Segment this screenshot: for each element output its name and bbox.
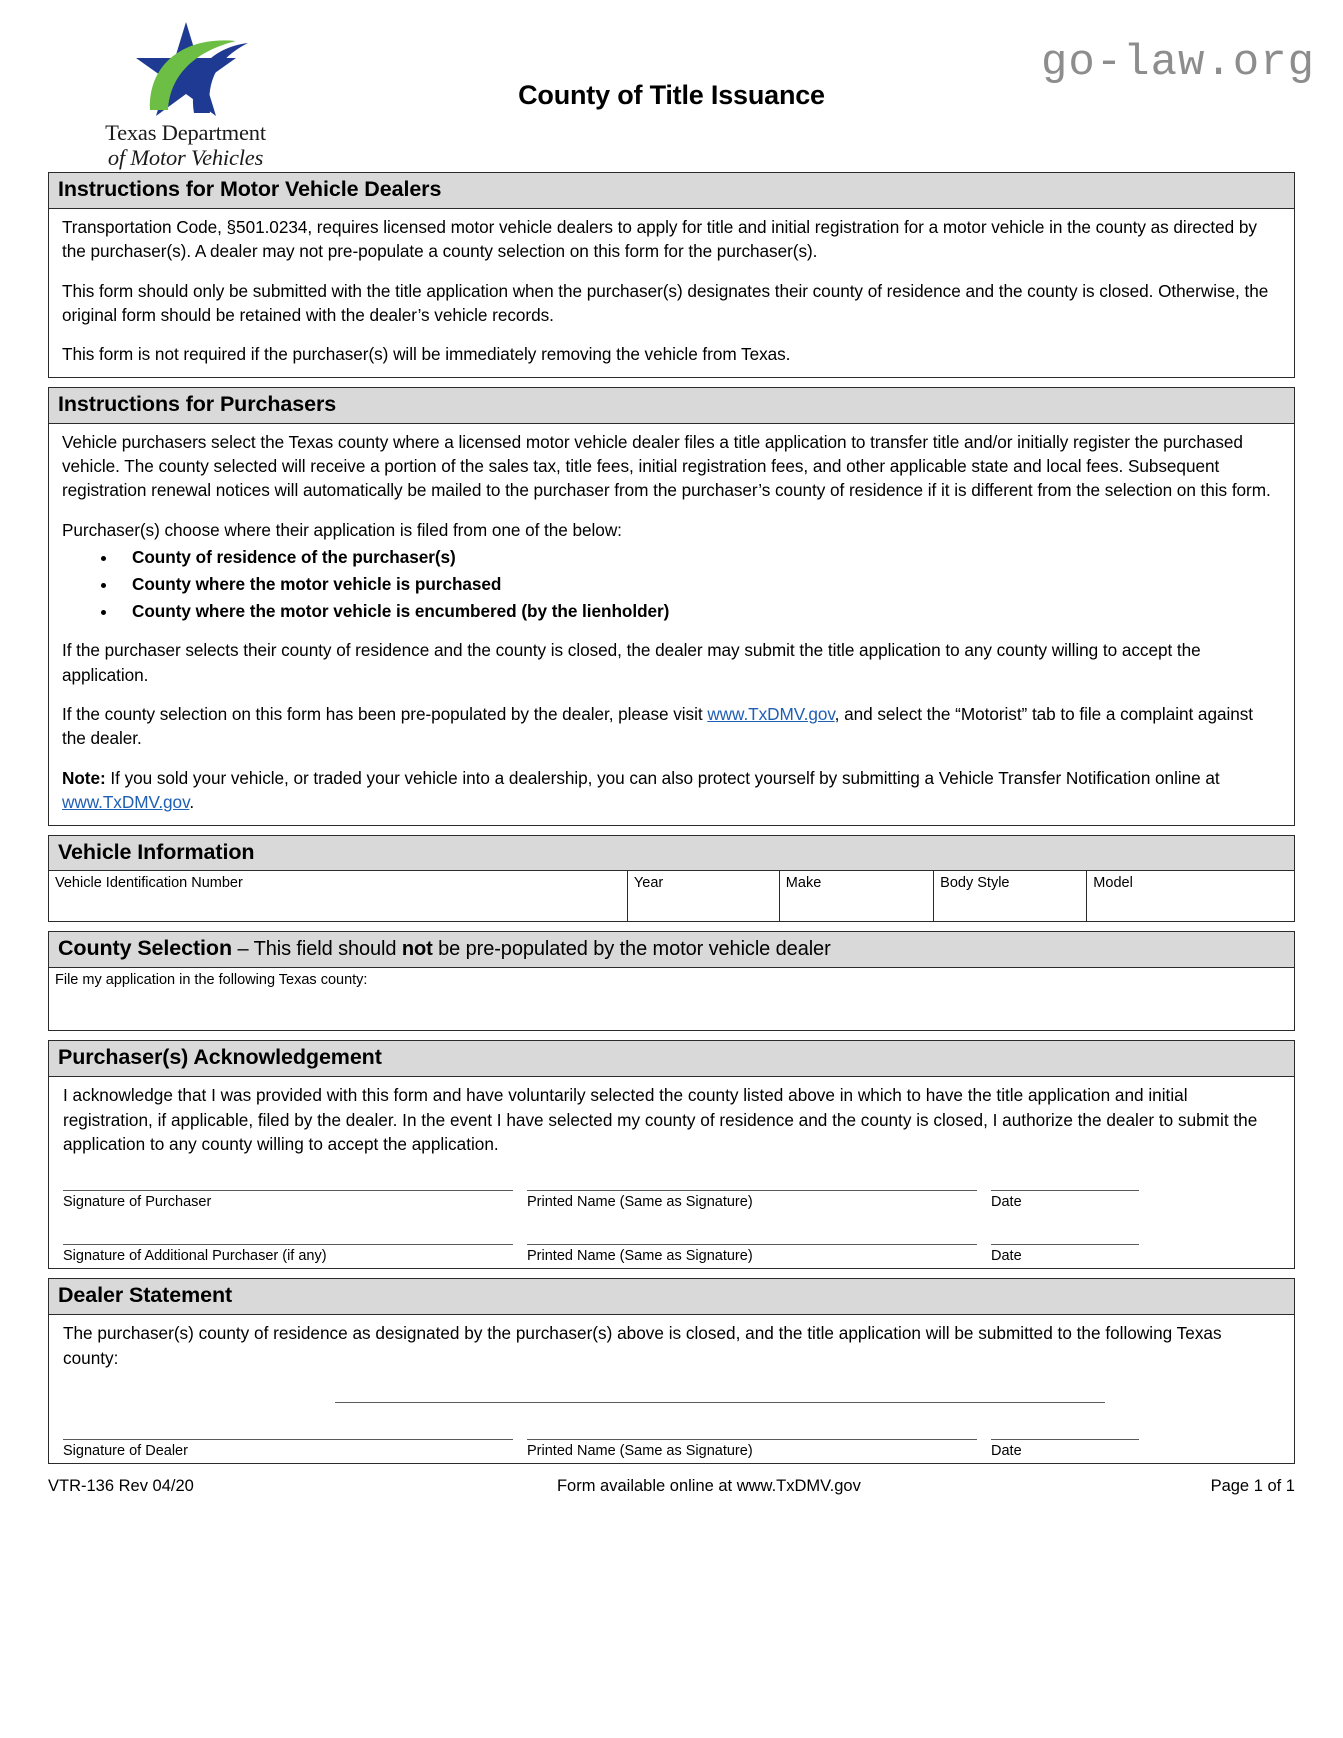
purchaser-instructions-body — [49, 424, 1294, 825]
model-label: Model — [1093, 875, 1133, 892]
list-item: • County of residence of the purchaser(s) — [118, 544, 1281, 571]
purchaser-instructions-paragraph-3: If the purchaser selects their county of residence and the county is closed, the dealer may submit the title application to any county willing to accept the application. — [62, 640, 1201, 685]
county-selection-heading-bold: County Selection — [58, 936, 233, 961]
year-label: Year — [633, 875, 664, 892]
dealer-statement-section — [48, 1278, 1295, 1464]
vehicle-information-heading: Vehicle Information — [49, 836, 1294, 872]
watermark: go-law.org — [1040, 38, 1315, 88]
body-style-cell[interactable] — [934, 871, 1087, 921]
additional-purchaser-printed-name-label: Printed Name (Same as Signature) — [527, 1248, 753, 1265]
purchaser-instructions-paragraph-2: Purchaser(s) choose where their application is filed from one of the below: — [62, 519, 622, 540]
year-cell[interactable] — [628, 871, 780, 921]
dealer-instructions-paragraph-2: This form should only be submitted with the title application when the purchaser(s) designates their county of residence and the county is closed. Otherwise, the original form should be retained with the dealer’s vehicle records. — [62, 280, 1269, 325]
acknowledgement-heading: Purchaser(s) Acknowledgement — [49, 1041, 1294, 1077]
county-selection-heading-not: not — [401, 938, 433, 961]
note-label: Note: — [62, 767, 106, 788]
additional-purchaser-date-field[interactable] — [991, 1244, 1139, 1264]
dealer-instructions-body — [49, 209, 1294, 377]
vin-cell[interactable] — [49, 871, 628, 921]
purchaser-choice-list — [62, 544, 1281, 624]
make-label: Make — [785, 875, 822, 892]
vehicle-information-section — [48, 835, 1295, 923]
dealer-county-input[interactable] — [335, 1372, 1105, 1403]
body-style-label: Body Style — [940, 875, 1010, 892]
complaint-text-after: , and select the “Motorist” tab to file a complaint against the dealer. — [62, 704, 1254, 749]
purchaser-instructions-note — [62, 766, 1281, 815]
table-row — [63, 1244, 1280, 1264]
dealer-signature-field[interactable] — [63, 1439, 513, 1459]
note-text-after: . — [189, 792, 195, 813]
dealer-statement-body — [49, 1315, 1294, 1405]
page-header — [0, 0, 1343, 172]
purchaser-signature-field[interactable] — [63, 1190, 513, 1210]
complaint-text-before: If the county selection on this form has been pre-populated by the dealer, please visit — [62, 704, 708, 725]
dealer-instructions-paragraph-1: Transportation Code, §501.0234, requires licensed motor vehicle dealers to apply for title and initial registration for a motor vehicle in the county as directed by the purchaser(s). A dealer may not pre-populate a county selection on this form for the purchaser(s). — [62, 216, 1257, 262]
acknowledgement-section — [48, 1040, 1295, 1269]
additional-purchaser-signature-label: Signature of Additional Purchaser (if any) — [63, 1248, 327, 1265]
purchaser-signature-label: Signature of Purchaser — [63, 1194, 212, 1211]
purchaser-instructions-paragraph-4 — [62, 702, 1281, 751]
dealer-signature-rows — [49, 1439, 1294, 1463]
county-selection-field[interactable] — [49, 968, 1294, 1030]
agency-name-line2: of Motor Vehicles — [107, 145, 264, 171]
purchaser-instructions-paragraph-1: Vehicle purchasers select the Texas county where a licensed motor vehicle dealer files a title application to transfer title and/or initially register the purchased vehicle. The county selected will receive a portion of the sales tax, title fees, initial registration fees, and other applicable state and local fees. Subsequent registration renewal notices will automatically be mailed to the purchaser from the purchaser’s county of residence if it is different from the selection on this form. — [62, 431, 1271, 501]
dealer-statement-text: The purchaser(s) county of residence as designated by the purchaser(s) above is closed, and the title application will be submitted to the following Texas county: — [63, 1323, 1222, 1368]
list-item: • County where the motor vehicle is encumbered (by the lienholder) — [118, 598, 1281, 625]
dealer-date-label: Date — [991, 1443, 1022, 1459]
table-row — [63, 1190, 1280, 1210]
acknowledgement-text: I acknowledge that I was provided with this form and have voluntarily selected the county listed above in which to have the title application and initial registration, if applicable, filed by the dealer. In the event I have selected my county of residence and the county is closed, I authorize the dealer to submit the application to any county willing to accept the application. — [63, 1085, 1258, 1155]
additional-purchaser-date-label: Date — [991, 1248, 1022, 1265]
county-selection-heading-rest-1: – This field should — [232, 938, 402, 961]
dealer-statement-heading: Dealer Statement — [49, 1279, 1294, 1315]
txdmv-link-complaint[interactable]: www.TxDMV.gov — [707, 704, 835, 725]
purchaser-date-field[interactable] — [991, 1190, 1139, 1210]
form-availability: Form available online at www.TxDMV.gov — [556, 1477, 861, 1495]
dealer-date-field[interactable] — [991, 1439, 1139, 1459]
dealer-instructions-paragraph-3: This form is not required if the purchaser(s) will be immediately removing the vehicle from Texas. — [62, 344, 791, 365]
vehicle-information-table — [49, 871, 1294, 921]
purchaser-instructions-section — [48, 387, 1295, 826]
txdmv-link-note[interactable]: www.TxDMV.gov — [62, 792, 190, 813]
additional-purchaser-signature-field[interactable] — [63, 1244, 513, 1264]
dealer-instructions-heading: Instructions for Motor Vehicle Dealers — [49, 173, 1294, 209]
list-item: • County where the motor vehicle is purchased — [118, 571, 1281, 598]
page-footer — [48, 1477, 1295, 1496]
agency-name-line1: Texas Department — [105, 120, 266, 145]
acknowledgement-signature-rows — [49, 1190, 1294, 1268]
form-id: VTR-136 Rev 04/20 — [48, 1477, 194, 1495]
purchaser-date-label: Date — [991, 1194, 1022, 1211]
dealer-printed-name-label: Printed Name (Same as Signature) — [527, 1443, 753, 1459]
table-row — [63, 1439, 1280, 1459]
vin-label: Vehicle Identification Number — [55, 875, 243, 892]
dealer-printed-name-field[interactable] — [527, 1439, 977, 1459]
make-cell[interactable] — [780, 871, 934, 921]
model-cell[interactable] — [1087, 871, 1294, 921]
page-number: Page 1 of 1 — [1210, 1477, 1295, 1495]
additional-purchaser-printed-name-field[interactable] — [527, 1244, 977, 1264]
purchaser-printed-name-field[interactable] — [527, 1190, 977, 1210]
county-selection-heading — [49, 932, 1294, 968]
acknowledgement-body — [49, 1077, 1294, 1156]
county-selection-heading-rest-2: be pre-populated by the motor vehicle dealer — [432, 938, 831, 961]
page-title: County of Title Issuance — [518, 80, 825, 110]
purchaser-printed-name-label: Printed Name (Same as Signature) — [527, 1194, 753, 1211]
county-selection-field-label: File my application in the following Texas county: — [55, 972, 368, 989]
note-text-before: If you sold your vehicle, or traded your vehicle into a dealership, you can also protect yourself by submitting a Vehicle Transfer Notification online at — [105, 767, 1220, 788]
purchaser-instructions-heading: Instructions for Purchasers — [49, 388, 1294, 424]
county-selection-section — [48, 931, 1295, 1031]
agency-name — [68, 120, 303, 170]
dealer-instructions-section — [48, 172, 1295, 378]
dealer-signature-label: Signature of Dealer — [63, 1443, 188, 1459]
